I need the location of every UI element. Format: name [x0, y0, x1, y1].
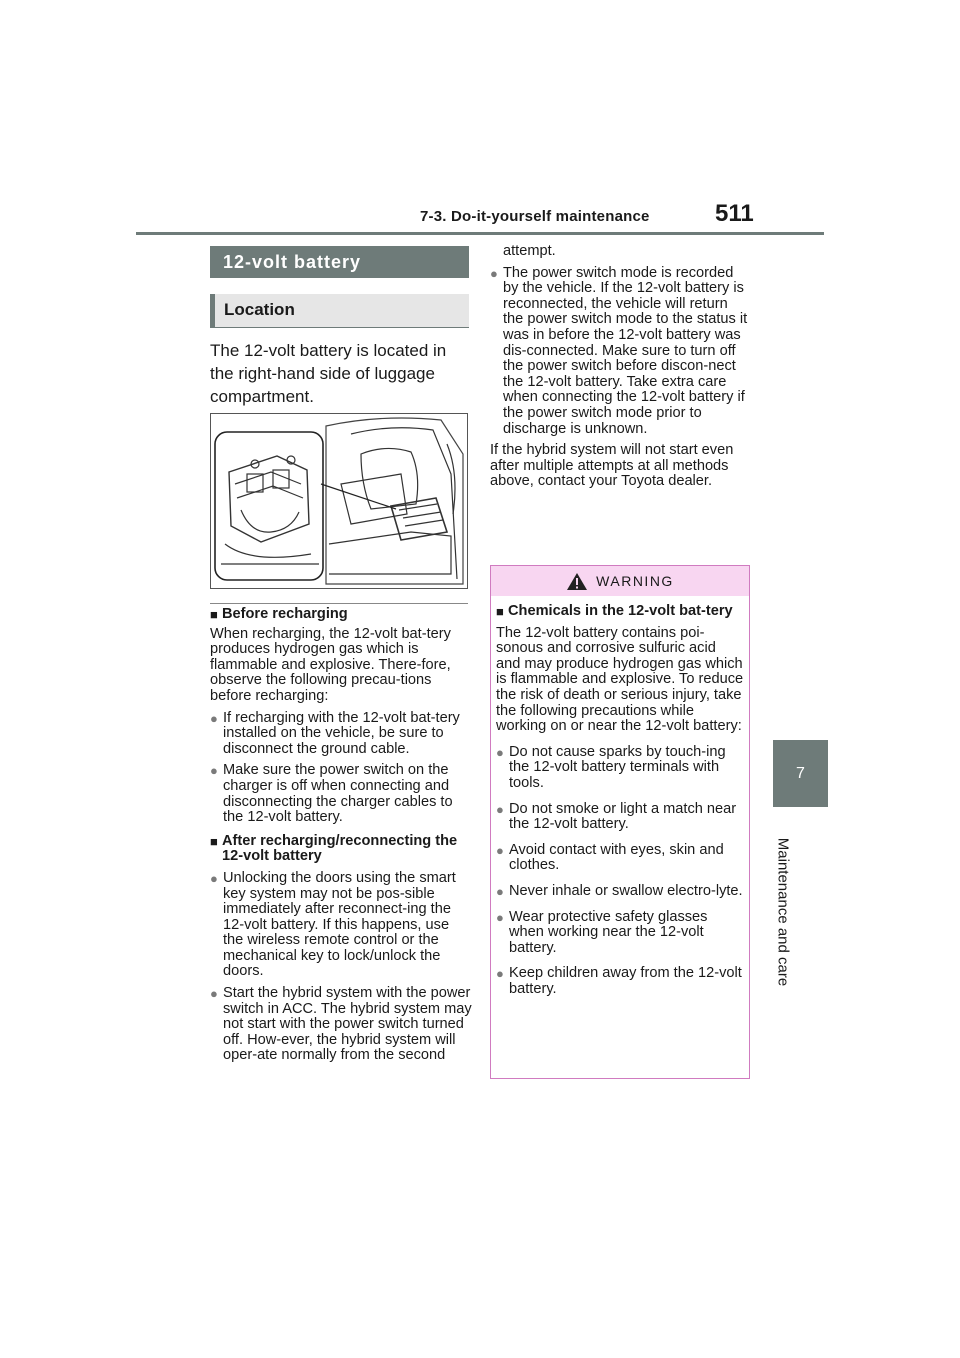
chapter-tab	[773, 740, 828, 807]
list-item-text: Do not cause sparks by touch-ing the 12-volt battery terminals with tools.	[509, 743, 726, 791]
list-item-text: Unlocking the doors using the smart key system may not be pos-sible immediately after reconnect-ing the 12-volt battery. If this happens, use the wireless remote control or the mechanical key to lock/unlock the doors.	[223, 869, 456, 980]
bullet-dot-icon: ●	[490, 265, 498, 281]
bullet-dot-icon: ●	[210, 870, 218, 886]
subsection-heading: Location	[210, 294, 469, 328]
warning-label: WARNING	[596, 573, 674, 589]
chapter-number: 7	[796, 764, 805, 782]
closing-paragraph: If the hybrid system will not start even after multiple attempts at all methods above, contact your Toyota dealer.	[490, 442, 734, 490]
subhead-before-recharging	[210, 607, 472, 623]
list-item	[210, 986, 472, 1064]
header-divider	[136, 232, 824, 235]
list-item	[496, 843, 744, 874]
intro-paragraph: The 12-volt battery is located in the right-hand side of luggage compartment.	[210, 341, 447, 406]
list-item-text: Never inhale or swallow electro-lyte.	[509, 882, 743, 899]
square-bullet-icon: ■	[210, 833, 218, 849]
warning-subhead	[496, 604, 744, 620]
bullet-dot-icon: ●	[496, 801, 504, 817]
list-item	[496, 910, 744, 957]
list-item	[496, 802, 744, 833]
bullet-dot-icon: ●	[210, 710, 218, 726]
list-item	[210, 763, 472, 825]
warning-triangle-icon	[566, 572, 588, 591]
subhead-after-recharging	[210, 834, 472, 865]
bullet-dot-icon: ●	[496, 842, 504, 858]
list-item-text: Do not smoke or light a match near the 12-volt battery.	[509, 800, 737, 833]
section-title: 7-3. Do-it-yourself maintenance	[420, 208, 650, 225]
figure-divider	[210, 603, 468, 604]
chapter-title	[768, 832, 798, 992]
bullet-dot-icon: ●	[496, 744, 504, 760]
section-heading: 12-volt battery	[210, 246, 469, 278]
right-column-body	[490, 244, 752, 490]
list-item	[496, 884, 744, 900]
bullet-dot-icon: ●	[496, 966, 504, 982]
list-item	[490, 266, 752, 438]
list-item-text: Avoid contact with eyes, skin and clothes.	[509, 841, 724, 874]
list-item-text: If recharging with the 12-volt bat-tery installed on the vehicle, be sure to disconnect the ground cable.	[223, 709, 460, 757]
list-item-text: Keep children away from the 12-volt battery.	[509, 965, 742, 997]
battery-location-illustration	[210, 413, 468, 589]
square-bullet-icon: ■	[496, 604, 504, 619]
list-item-text: Wear protective safety glasses when working near the 12-volt battery.	[509, 908, 708, 956]
list-item-text: Make sure the power switch on the charger is off when connecting and disconnecting the charger cables to the 12-volt battery.	[223, 762, 453, 826]
subhead-text: Before recharging	[222, 606, 348, 622]
list-item	[496, 745, 744, 792]
list-item	[210, 871, 472, 980]
left-column-body	[210, 607, 472, 1064]
subhead-text: After recharging/reconnecting the 12-volt battery	[222, 832, 458, 865]
warning-header	[491, 566, 749, 596]
subhead-text: Chemicals in the 12-volt bat-tery	[508, 603, 733, 619]
page-number: 511	[715, 200, 754, 227]
bullet-dot-icon: ●	[496, 883, 504, 899]
square-bullet-icon: ■	[210, 607, 218, 622]
warning-body	[496, 604, 744, 997]
list-item-text: Start the hybrid system with the power switch in ACC. The hybrid system may not start with the power switch turned off. How-ever, the hybrid system will oper-ate normally from the second	[223, 985, 472, 1064]
continuation-text: attempt.	[503, 243, 556, 259]
warning-paragraph: The 12-volt battery contains poi-sonous and corrosive sulfuric acid and may produce hydrogen gas which is flammable and explosive. To reduce the risk of death or serious injury, take the following precautions while working on or near the 12-volt battery:	[496, 624, 744, 735]
list-item-text: The power switch mode is recorded by the vehicle. If the 12-volt battery is reconnected, the vehicle will return the power switch mode to the status it was in before the 12-volt battery was dis-connected. Make sure to turn off the power switch before discon-nect the 12-volt battery. Take extra care when connecting the 12-volt battery if the power switch mode prior to discharge is unknown.	[503, 264, 748, 437]
bullet-dot-icon: ●	[210, 986, 218, 1002]
body-paragraph: When recharging, the 12-volt bat-tery produces hydrogen gas which is flammable and explosive. There-fore, observe the following precau-tions before recharging:	[210, 625, 451, 704]
bullet-dot-icon: ●	[496, 909, 504, 925]
list-item	[496, 966, 744, 997]
chapter-title-text: Maintenance and care	[774, 837, 792, 987]
list-item	[210, 711, 472, 758]
bullet-dot-icon: ●	[210, 763, 218, 779]
